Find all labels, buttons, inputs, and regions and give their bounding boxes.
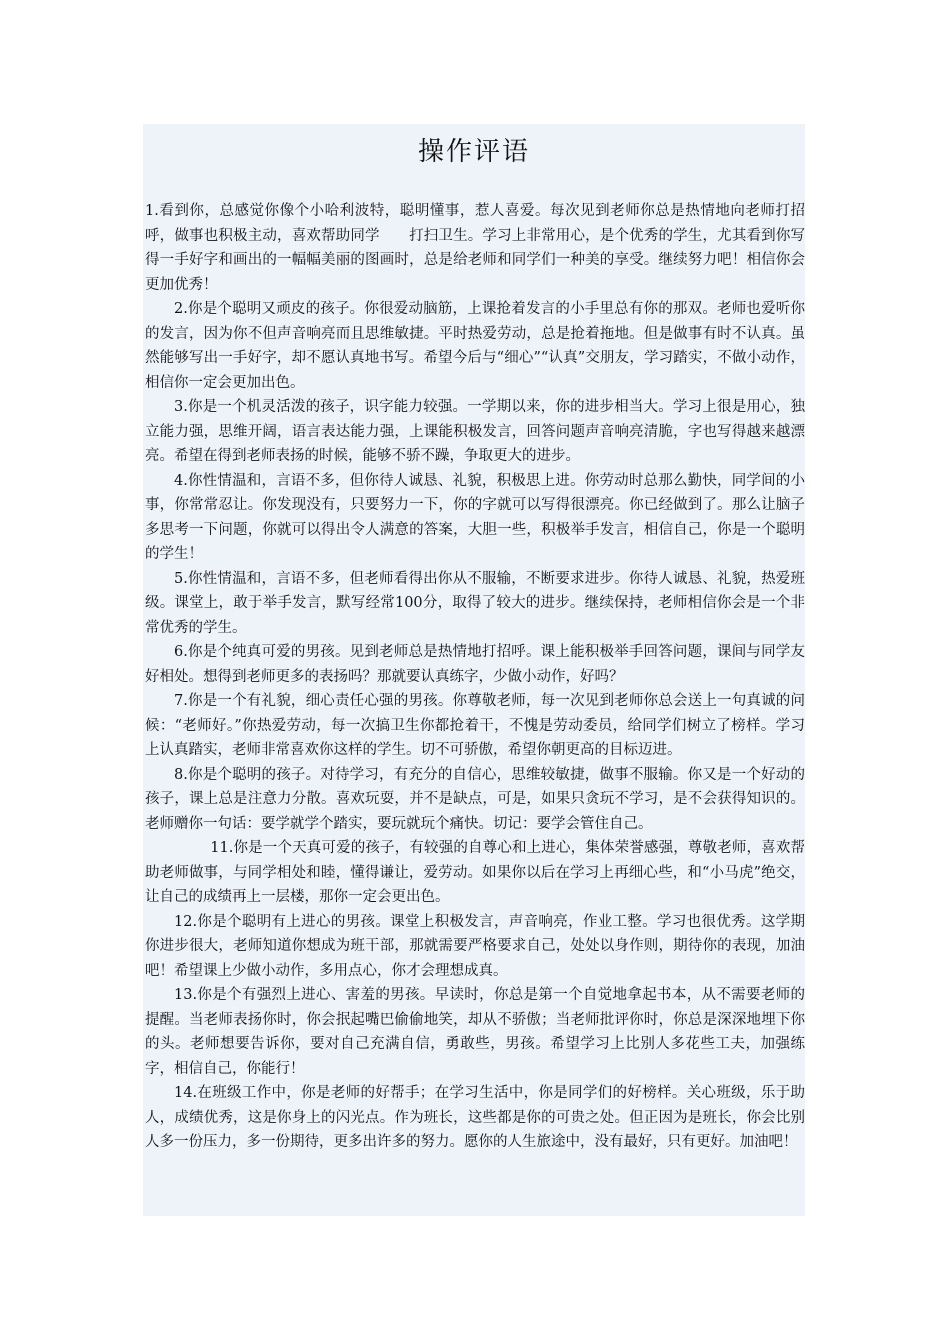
comment-paragraph-14: 14.在班级工作中，你是老师的好帮手；在学习生活中，你是同学们的好榜样。关心班级，乐于助人，成绩优秀，这是你身上的闪光点。作为班长，这些都是你的可贵之处。但正因为是班长，你会比别人多一份压力，多一份期待，更多出许多的努力。愿你的人生旅途中，没有最好，只有更好。加油吧！ — [145, 1085, 805, 1150]
document-body — [145, 199, 805, 1155]
comment-paragraph-13: 13.你是个有强烈上进心、害羞的男孩。早读时，你总是第一个自觉地拿起书本，从不需要老师的提醒。当老师表扬你时，你会抿起嘴巴偷偷地笑，却从不骄傲；当老师批评你时，你总是深深地埋下你的头。老师想要告诉你，要对自己充满自信，勇敢些，男孩。希望学习上比别人多花些工夫，加强练字，相信自己，你能行！ — [145, 987, 805, 1077]
comment-paragraph-5: 5.你性情温和，言语不多，但老师看得出你从不服输，不断要求进步。你待人诚恳、礼貌，热爱班级。课堂上，敢于举手发言，默写经常100分，取得了较大的进步。继续保持，老师相信你会是一个非常优秀的学生。 — [145, 570, 805, 636]
comment-paragraph-4: 4.你性情温和，言语不多，但你待人诚恳、礼貌，积极思上进。你劳动时总那么勤快，同学间的小事，你常常忍让。你发现没有，只要努力一下，你的字就可以写得很漂亮。你已经做到了。那么让脑子多思考一下问题，你就可以得出令人满意的答案，大胆一些，积极举手发言，相信自己，你是一个聪明的学生！ — [145, 472, 805, 562]
comment-paragraph-8: 8.你是个聪明的孩子。对待学习，有充分的自信心，思维较敏捷，做事不服输。你又是一个好动的孩子，课上总是注意力分散。喜欢玩耍，并不是缺点，可是，如果只贪玩不学习，是不会获得知识的。老师赠你一句话：要学就学个踏实，要玩就玩个痛快。切记：要学会管住自己。 — [145, 766, 805, 832]
comment-paragraph-11: 11.你是一个天真可爱的孩子，有较强的自尊心和上进心，集体荣誉感强，尊敬老师，喜欢帮助老师做事，与同学相处和睦，懂得谦让，爱劳动。如果你以后在学习上再细心些，和“小马虎”绝交，让自己的成绩再上一层楼，那你一定会更出色。 — [145, 840, 805, 905]
document-title: 操作评语 — [417, 137, 530, 167]
comment-paragraph-12: 12.你是个聪明有上进心的男孩。课堂上积极发言，声音响亮，作业工整。学习也很优秀。这学期你进步很大，老师知道你想成为班干部，那就需要严格要求自己，处处以身作则，期待你的表现，加油吧！希望课上少做小动作，多用点心，你才会理想成真。 — [145, 913, 805, 979]
comment-paragraph-1: 1.看到你，总感觉你像个小哈利波特，聪明懂事，惹人喜爱。每次见到老师你总是热情地向老师打招呼，做事也积极主动，喜欢帮助同学 打扫卫生。学习上非常用心，是个优秀的学生，尤其看到你写得一手好字和画出的一幅幅美丽的图画时，总是给老师和同学们一种美的享受。继续努力吧！相信你会更加优秀！ — [145, 203, 805, 293]
document-page — [143, 124, 805, 1216]
comment-paragraph-2: 2.你是个聪明又顽皮的孩子。你很爱动脑筋，上课抢着发言的小手里总有你的那双。老师也爱听你的发言，因为你不但声音响亮而且思维敏捷。平时热爱劳动，总是抢着拖地。但是做事有时不认真。虽然能够写出一手好字，却不愿认真地书写。希望今后与“细心”“认真”交朋友，学习踏实，不做小动作，相信你一定会更加出色。 — [145, 301, 805, 391]
comment-paragraph-3: 3.你是一个机灵活泼的孩子，识字能力较强。一学期以来，你的进步相当大。学习上很是用心，独立能力强，思维开阔，语言表达能力强，上课能积极发言，回答问题声音响亮清脆，字也写得越来越漂亮。希望在得到老师表扬的时候，能够不骄不躁，争取更大的进步。 — [145, 399, 805, 464]
comment-paragraph-6: 6.你是个纯真可爱的男孩。见到老师总是热情地打招呼。课上能积极举手回答问题，课间与同学友好相处。想得到老师更多的表扬吗？那就要认真练字，少做小动作，好吗？ — [145, 644, 805, 685]
comment-paragraph-7: 7.你是一个有礼貌，细心责任心强的男孩。你尊敬老师，每一次见到老师你总会送上一句真诚的问候：“老师好。”你热爱劳动，每一次搞卫生你都抢着干，不愧是劳动委员，给同学们树立了榜样。学习上认真踏实，老师非常喜欢你这样的学生。切不可骄傲，希望你朝更高的目标迈进。 — [145, 693, 805, 758]
